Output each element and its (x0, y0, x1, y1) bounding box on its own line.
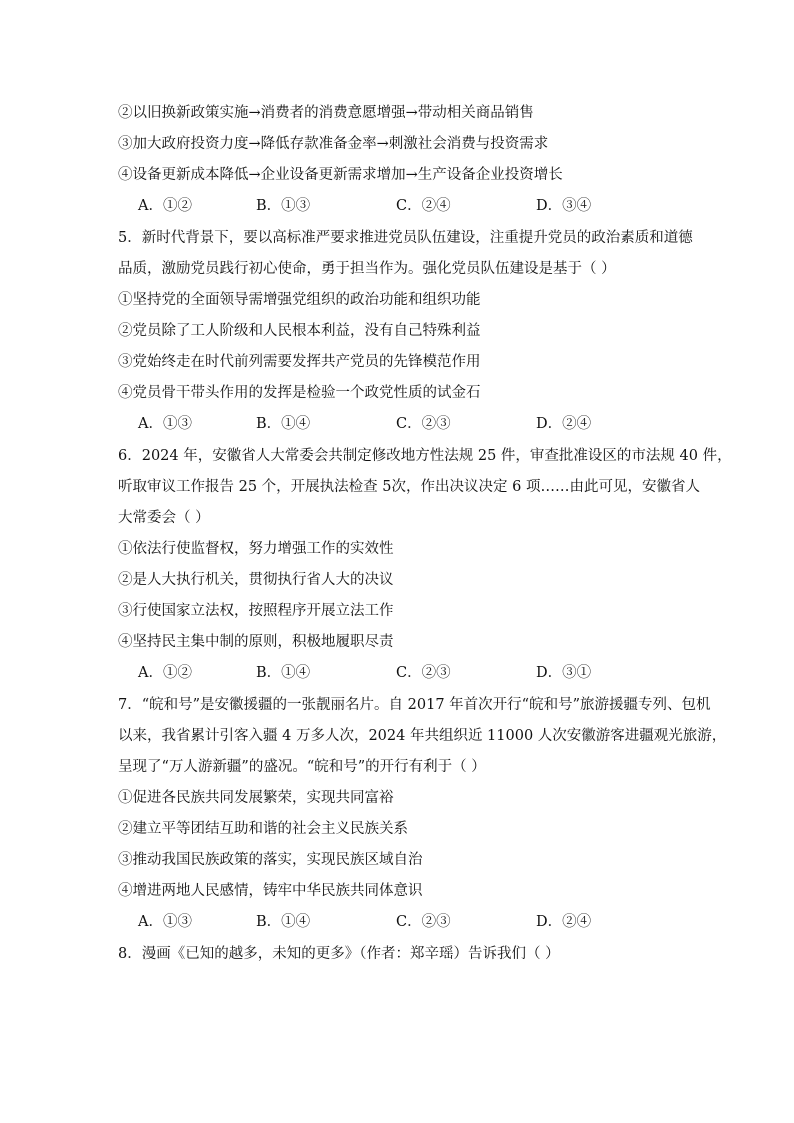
q7-stem-line-2: 以来，我省累计引客入疆 4 万多人次，2024 年共组织近 11000 人次安徽游客进疆观光旅游， (118, 728, 727, 744)
q6-item-1: ①依法行使监督权，努力增强工作的实效性 (118, 541, 394, 557)
q7-item-2: ②建立平等团结互助和谐的社会主义民族关系 (118, 821, 408, 837)
q7-option-b[interactable]: B．①④ (256, 914, 311, 930)
q7-stem-line-3: 呈现了“万人游新疆”的盛况。“皖和号”的开行有利于（ ） (118, 759, 486, 775)
q6-option-b[interactable]: B．①④ (256, 665, 311, 681)
q4-option-a[interactable]: A．①② (138, 198, 192, 214)
q6-option-d[interactable]: D．③① (536, 665, 592, 681)
q6-stem-line-1: 6．2024 年，安徽省人大常委会共制定修改地方性法规 25 件，审查批准设区的市法规 40 件， (118, 448, 732, 464)
q5-item-3: ③党始终走在时代前列需要发挥共产党员的先锋模范作用 (118, 354, 481, 370)
q4-option-c[interactable]: C．②④ (396, 198, 451, 214)
q7-option-d[interactable]: D．②④ (536, 914, 592, 930)
q8-stem-line-1: 8．漫画《已知的越多，未知的更多》（作者：郑辛瑶）告诉我们（ ） (118, 946, 560, 962)
q4-item-3: ③加大政府投资力度→降低存款准备金率→刺激社会消费与投资需求 (118, 136, 549, 152)
q4-item-2: ②以旧换新政策实施→消费者的消费意愿增强→带动相关商品销售 (118, 105, 534, 121)
q5-item-4: ④党员骨干带头作用的发挥是检验一个政党性质的试金石 (118, 385, 481, 401)
q7-item-3: ③推动我国民族政策的落实，实现民族区域自治 (118, 852, 423, 868)
q4-item-4: ④设备更新成本降低→企业设备更新需求增加→生产设备企业投资增长 (118, 167, 563, 183)
q4-option-b[interactable]: B．①③ (256, 198, 311, 214)
q5-stem-line-1: 5．新时代背景下，要以高标准严要求推进党员队伍建设，注重提升党员的政治素质和道德 (118, 230, 693, 246)
q6-stem-line-3: 大常委会（ ） (118, 510, 210, 526)
q6-item-4: ④坚持民主集中制的原则，积极地履职尽责 (118, 634, 394, 650)
q7-option-c[interactable]: C．②③ (396, 914, 451, 930)
q7-item-4: ④增进两地人民感情，铸牢中华民族共同体意识 (118, 883, 423, 899)
q6-option-c[interactable]: C．②③ (396, 665, 451, 681)
q5-option-c[interactable]: C．②③ (396, 416, 451, 432)
q5-option-b[interactable]: B．①④ (256, 416, 311, 432)
q7-option-a[interactable]: A．①③ (138, 914, 192, 930)
q5-item-1: ①坚持党的全面领导需增强党组织的政治功能和组织功能 (118, 292, 481, 308)
q5-stem-line-2: 品质，激励党员践行初心使命，勇于担当作为。强化党员队伍建设是基于（ ） (118, 261, 616, 277)
q5-option-a[interactable]: A．①③ (138, 416, 192, 432)
q6-stem-line-2: 听取审议工作报告 25 个，开展执法检查 5次，作出决议决定 6 项……由此可见，安徽省人 (118, 479, 700, 495)
q4-option-d[interactable]: D．③④ (536, 198, 592, 214)
q6-option-a[interactable]: A．①② (138, 665, 192, 681)
q5-option-d[interactable]: D．②④ (536, 416, 592, 432)
q5-item-2: ②党员除了工人阶级和人民根本利益，没有自己特殊利益 (118, 323, 481, 339)
q7-stem-line-1: 7．“皖和号”是安徽援疆的一张靓丽名片。自 2017 年首次开行“皖和号”旅游援疆专列、包机 (118, 697, 711, 713)
q6-item-2: ②是人大执行机关，贯彻执行省人大的决议 (118, 572, 394, 588)
q6-item-3: ③行使国家立法权，按照程序开展立法工作 (118, 603, 394, 619)
q7-item-1: ①促进各民族共同发展繁荣，实现共同富裕 (118, 790, 394, 806)
